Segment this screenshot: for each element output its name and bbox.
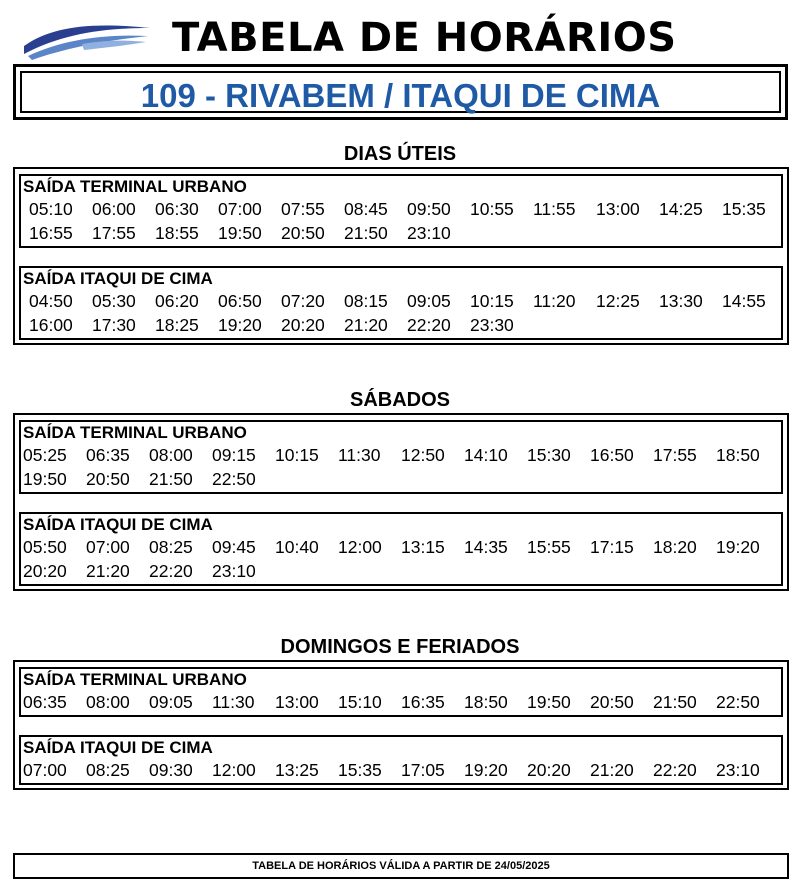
departure-time: 12:25 — [596, 291, 640, 311]
departure-time: 20:20 — [281, 315, 325, 335]
departure-time: 08:25 — [86, 760, 130, 780]
departure-time: 11:20 — [533, 291, 576, 311]
departure-time: 16:50 — [590, 445, 634, 465]
departure-time: 13:15 — [401, 537, 445, 557]
departure-time: 15:35 — [722, 199, 766, 219]
departure-time: 19:50 — [527, 692, 571, 712]
time-list — [23, 536, 779, 583]
departure-time: 05:30 — [92, 291, 136, 311]
departure-time: 09:05 — [407, 291, 451, 311]
departure-time: 07:00 — [218, 199, 262, 219]
departure-time: 23:10 — [212, 561, 256, 581]
departure-time: 20:20 — [23, 561, 67, 581]
departure-time: 20:50 — [86, 469, 130, 489]
departures-itaqui-de-cima — [19, 735, 783, 785]
page-title: TABELA DE HORÁRIOS — [172, 15, 677, 61]
departure-time: 15:55 — [527, 537, 571, 557]
departures-terminal-urbano — [19, 174, 783, 248]
departure-time: 16:00 — [29, 315, 73, 335]
departure-time: 08:15 — [344, 291, 388, 311]
departure-time: 22:20 — [407, 315, 451, 335]
schedule-dias-uteis — [13, 167, 789, 345]
section-title-domingos: DOMINGOS E FERIADOS — [280, 636, 520, 658]
departure-time: 17:05 — [401, 760, 445, 780]
departure-time: 06:50 — [218, 291, 262, 311]
departure-time: 14:55 — [722, 291, 766, 311]
departure-time: 18:50 — [464, 692, 508, 712]
time-list — [23, 759, 779, 782]
time-list — [23, 290, 779, 337]
departure-time: 10:15 — [275, 445, 319, 465]
departure-time: 18:20 — [653, 537, 697, 557]
departure-time: 08:25 — [149, 537, 193, 557]
departure-time: 09:50 — [407, 199, 451, 219]
departure-time: 09:30 — [149, 760, 193, 780]
departure-label: SAÍDA TERMINAL URBANO — [23, 177, 247, 196]
departures-terminal-urbano — [19, 667, 783, 717]
departures-terminal-urbano — [19, 420, 783, 494]
departure-time: 22:20 — [149, 561, 193, 581]
departure-time: 18:25 — [155, 315, 199, 335]
departure-time: 19:20 — [218, 315, 262, 335]
departure-label: SAÍDA TERMINAL URBANO — [23, 423, 247, 442]
departure-time: 13:00 — [275, 692, 319, 712]
departure-time: 17:15 — [590, 537, 634, 557]
departure-time: 12:50 — [401, 445, 445, 465]
departure-time: 06:30 — [155, 199, 199, 219]
departure-time: 14:25 — [659, 199, 703, 219]
schedule-sabados — [13, 413, 789, 591]
departure-time: 06:35 — [86, 445, 130, 465]
departure-time: 07:00 — [23, 760, 67, 780]
departure-time: 12:00 — [338, 537, 382, 557]
departure-time: 10:55 — [470, 199, 514, 219]
departure-time: 23:10 — [407, 223, 451, 243]
departure-time: 05:50 — [23, 537, 67, 557]
time-list — [23, 444, 779, 491]
departure-time: 06:35 — [23, 692, 67, 712]
departure-time: 18:50 — [716, 445, 760, 465]
departure-time: 21:50 — [344, 223, 388, 243]
departure-time: 19:50 — [218, 223, 262, 243]
departure-time: 15:10 — [338, 692, 382, 712]
departure-time: 11:30 — [338, 445, 381, 465]
departure-time: 21:20 — [86, 561, 130, 581]
departure-time: 13:30 — [659, 291, 703, 311]
departure-time: 20:50 — [590, 692, 634, 712]
ship-wave-logo-icon — [22, 14, 152, 60]
departures-itaqui-de-cima — [19, 266, 783, 340]
departure-time: 08:00 — [149, 445, 193, 465]
departure-time: 09:15 — [212, 445, 256, 465]
departure-time: 06:00 — [92, 199, 136, 219]
departure-time: 08:45 — [344, 199, 388, 219]
departure-time: 10:40 — [275, 537, 319, 557]
departure-time: 17:55 — [92, 223, 136, 243]
departure-time: 18:55 — [155, 223, 199, 243]
departure-time: 06:20 — [155, 291, 199, 311]
departure-time: 19:20 — [464, 760, 508, 780]
departure-time: 20:20 — [527, 760, 571, 780]
departure-time: 09:05 — [149, 692, 193, 712]
departure-time: 14:35 — [464, 537, 508, 557]
departure-time: 11:30 — [212, 692, 255, 712]
departure-time: 07:20 — [281, 291, 325, 311]
departure-time: 04:50 — [29, 291, 73, 311]
departure-time: 09:45 — [212, 537, 256, 557]
departure-time: 17:30 — [92, 315, 136, 335]
departure-time: 05:25 — [23, 445, 67, 465]
departure-label: SAÍDA ITAQUI DE CIMA — [23, 269, 213, 288]
departure-time: 23:30 — [470, 315, 514, 335]
departure-time: 07:55 — [281, 199, 325, 219]
departure-time: 11:55 — [533, 199, 576, 219]
departure-label: SAÍDA ITAQUI DE CIMA — [23, 738, 213, 757]
departure-time: 15:30 — [527, 445, 571, 465]
departure-time: 21:50 — [149, 469, 193, 489]
departure-time: 20:50 — [281, 223, 325, 243]
departure-time: 21:50 — [653, 692, 697, 712]
route-banner — [13, 64, 788, 120]
departure-time: 16:35 — [401, 692, 445, 712]
route-name: 109 - RIVABEM / ITAQUI DE CIMA — [140, 77, 661, 114]
departure-time: 22:50 — [212, 469, 256, 489]
departure-time: 16:55 — [29, 223, 73, 243]
section-title-dias-uteis: DIAS ÚTEIS — [343, 143, 457, 165]
validity-footer: TABELA DE HORÁRIOS VÁLIDA A PARTIR DE 24/05/2025 — [13, 853, 789, 879]
departures-itaqui-de-cima — [19, 512, 783, 586]
departure-time: 13:00 — [596, 199, 640, 219]
departure-time: 22:50 — [716, 692, 760, 712]
departure-time: 05:10 — [29, 199, 73, 219]
section-title-sabados: SÁBADOS — [349, 389, 450, 411]
time-list — [23, 198, 779, 245]
departure-time: 15:35 — [338, 760, 382, 780]
departure-time: 10:15 — [470, 291, 514, 311]
time-list — [23, 691, 779, 714]
departure-time: 14:10 — [464, 445, 508, 465]
departure-time: 07:00 — [86, 537, 130, 557]
departure-time: 19:50 — [23, 469, 67, 489]
departure-label: SAÍDA TERMINAL URBANO — [23, 670, 247, 689]
departure-time: 23:10 — [716, 760, 760, 780]
departure-time: 17:55 — [653, 445, 697, 465]
departure-label: SAÍDA ITAQUI DE CIMA — [23, 515, 213, 534]
departure-time: 22:20 — [653, 760, 697, 780]
departure-time: 13:25 — [275, 760, 319, 780]
schedule-domingos — [13, 660, 789, 790]
departure-time: 21:20 — [590, 760, 634, 780]
departure-time: 08:00 — [86, 692, 130, 712]
departure-time: 19:20 — [716, 537, 760, 557]
departure-time: 12:00 — [212, 760, 256, 780]
departure-time: 21:20 — [344, 315, 388, 335]
